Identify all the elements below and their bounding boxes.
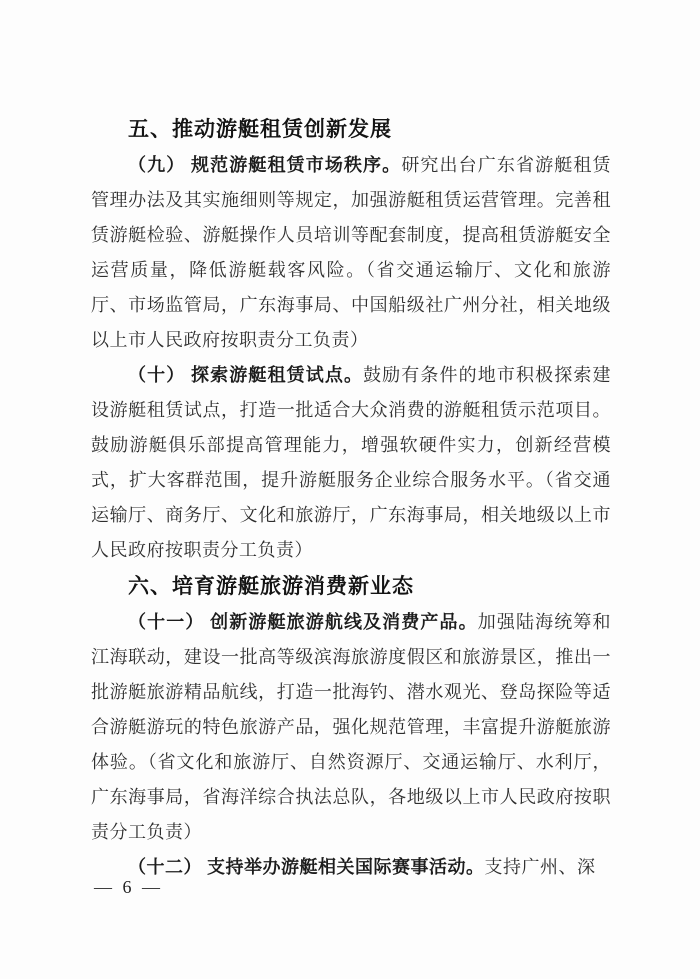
section-heading-5: 五、推动游艇租赁创新发展 [128, 118, 392, 141]
page-footer [94, 874, 161, 900]
paragraph-item-12-body: 支持广州、深 [484, 857, 596, 877]
paragraph-item-12-lead: （十二） 支持举办游艇相关国际赛事活动。 [128, 857, 485, 877]
section-heading-6: 六、培育游艇旅游消费新业态 [128, 575, 414, 598]
paragraph-item-9-body: 研究出台广东省游艇租赁管理办法及其实施细则等规定，加强游艇租赁运营管理。完善租赁游艇检验、游艇操作人员培训等配套制度，提高租赁游艇安全运营质量，降低游艇载客风险。（省交通运输厅、文化和旅游厅、市场监管局，广东海事局、中国船级社广州分社，相关地级以上市人民政府按职责分工负责） [91, 155, 612, 350]
paragraph-item-11-body: 加强陆海统筹和江海联动，建设一批高等级滨海旅游度假区和旅游景区，推出一批游艇旅游精品航线，打造一批海钓、潜水观光、登岛探险等适合游艇游玩的特色旅游产品，强化规范管理，丰富提升游艇旅游体验。（省文化和旅游厅、自然资源厅、交通运输厅、水利厅，广东海事局，省海洋综合执法总队，各地级以上市人民政府按职责分工负责） [91, 612, 612, 842]
paragraph-item-9-lead: （九） 规范游艇租赁市场秩序。 [128, 155, 402, 175]
paragraph-item-11 [91, 605, 611, 850]
paragraph-item-10-lead: （十） 探索游艇租赁试点。 [128, 365, 364, 385]
paragraph-item-12 [91, 850, 611, 885]
document-body [91, 111, 611, 885]
paragraph-item-10 [91, 358, 611, 568]
paragraph-item-11-lead: （十一） 创新游艇旅游航线及消费产品。 [128, 612, 478, 632]
page-number: — 6 — [94, 877, 161, 897]
paragraph-item-9 [91, 148, 611, 358]
paragraph-item-10-body: 鼓励有条件的地市积极探索建设游艇租赁试点，打造一批适合大众消费的游艇租赁示范项目。鼓励游艇俱乐部提高管理能力，增强软硬件实力，创新经营模式，扩大客群范围，提升游艇服务企业综合服务水平。（省交通运输厅、商务厅、文化和旅游厅，广东海事局，相关地级以上市人民政府按职责分工负责） [91, 365, 612, 560]
